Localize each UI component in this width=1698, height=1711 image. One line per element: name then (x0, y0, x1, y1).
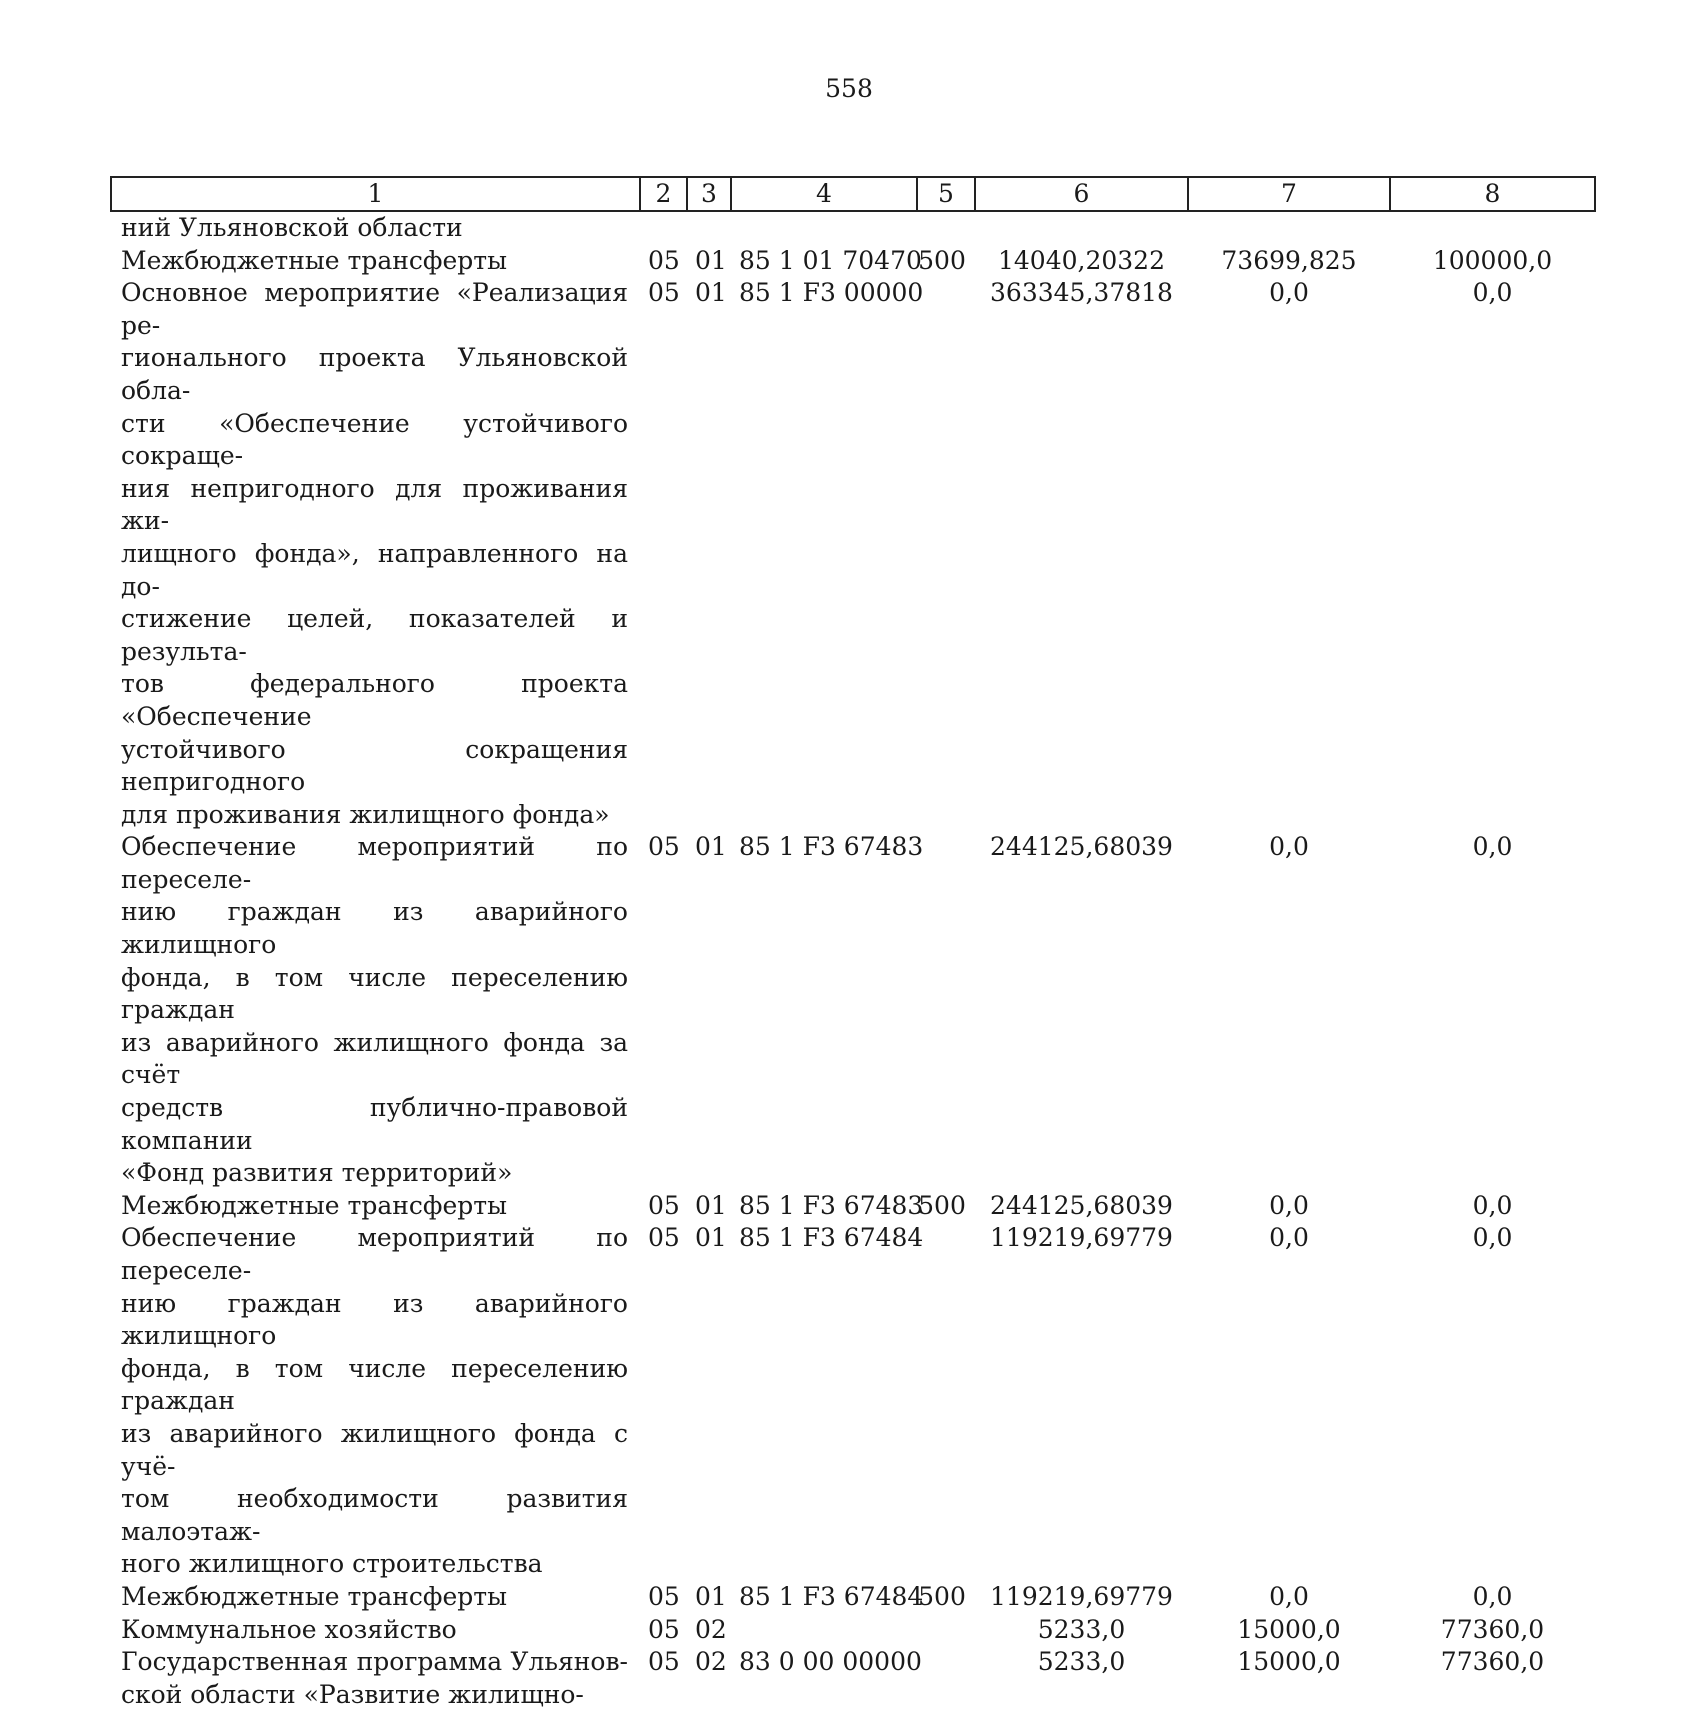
subsection-code: 02 (695, 1647, 727, 1677)
expense-type-code (917, 211, 975, 245)
row-name-line: Основное мероприятие «Реализация ре- (121, 278, 628, 340)
amount-col6 (975, 211, 1188, 245)
column-header-8: 8 (1390, 177, 1595, 211)
row-name-line: Коммунальное хозяйство (121, 1614, 457, 1644)
amount-col8: 0,0 (1472, 1223, 1513, 1253)
section-code: 05 (648, 1581, 680, 1611)
row-name-line: стижение целей, показателей и результа- (121, 604, 628, 666)
row-name (111, 1581, 640, 1614)
amount-col8: 0,0 (1472, 832, 1513, 862)
table-row (111, 245, 1595, 278)
row-name-line: из аварийного жилищного фонда за счёт (121, 1027, 628, 1090)
subsection-code: 01 (695, 1581, 727, 1611)
amount-col6: 363345,37818 (990, 278, 1173, 308)
row-name-line: устойчивого сокращения непригодного (121, 734, 628, 797)
section-code: 05 (648, 278, 680, 308)
amount-col6: 5233,0 (1037, 1614, 1126, 1644)
row-name-line: лищного фонда», направленного на до- (121, 538, 628, 601)
target-article-code: 85 1 F3 67484 (739, 1581, 924, 1611)
amount-col7: 15000,0 (1237, 1614, 1341, 1644)
row-name-line: фонда, в том числе переселению граждан (121, 962, 628, 1025)
row-name-line: Обеспечение мероприятий по переселе- (121, 1223, 628, 1285)
subsection-code: 01 (695, 1223, 727, 1253)
row-name (111, 211, 640, 245)
amount-col8: 77360,0 (1440, 1647, 1545, 1677)
amount-col6: 244125,68039 (990, 1190, 1173, 1220)
row-name-line: тов федерального проекта «Обеспечение (121, 669, 628, 731)
expense-type-code: 500 (918, 1581, 966, 1611)
amount-col7: 0,0 (1269, 1190, 1309, 1220)
expense-type-code: 500 (918, 245, 966, 275)
row-name (111, 245, 640, 278)
table-row (111, 1614, 1595, 1647)
target-article-code: 85 1 F3 67483 (739, 1190, 924, 1220)
column-header-1: 1 (111, 177, 640, 211)
section-code (640, 211, 687, 245)
target-article-code: 85 1 F3 67483 (739, 832, 924, 862)
row-name (111, 1190, 640, 1223)
table-row (111, 831, 1595, 1190)
header-row (111, 177, 1595, 211)
amount-col7 (1188, 211, 1390, 245)
amount-col7: 0,0 (1269, 1223, 1309, 1253)
row-name-line: нию граждан из аварийного жилищного (121, 1288, 628, 1351)
section-code: 05 (648, 1614, 680, 1644)
expense-type-code: 500 (918, 1190, 966, 1220)
amount-col8: 0,0 (1472, 1581, 1513, 1611)
expense-type-code (917, 831, 975, 1190)
target-article-code (731, 1614, 917, 1647)
amount-col6: 119219,69779 (990, 1223, 1173, 1253)
row-name-line: средств публично-правовой компании (121, 1093, 628, 1155)
amount-col8: 77360,0 (1440, 1614, 1545, 1644)
table-row (111, 1222, 1595, 1581)
amount-col7: 15000,0 (1237, 1647, 1341, 1677)
subsection-code: 02 (695, 1614, 727, 1644)
row-name-line: Межбюджетные трансферты (121, 245, 508, 275)
amount-col7: 0,0 (1269, 278, 1309, 308)
row-name-line: ния непригодного для проживания жи- (121, 473, 628, 536)
section-code: 05 (648, 1647, 680, 1677)
expense-type-code (917, 1646, 975, 1711)
row-name-line: «Фонд развития территорий» (121, 1158, 513, 1188)
amount-col6: 244125,68039 (990, 832, 1173, 862)
table-row (111, 211, 1595, 245)
row-name-line: гионального проекта Ульяновской обла- (121, 343, 628, 405)
row-name (111, 1222, 640, 1581)
row-name-line: Межбюджетные трансферты (121, 1581, 508, 1611)
row-name (111, 1646, 640, 1711)
row-name-line: ний Ульяновской области (121, 213, 463, 242)
row-name-line: том необходимости развития малоэтаж- (121, 1484, 628, 1546)
table-row (111, 1190, 1595, 1223)
section-code: 05 (648, 1190, 680, 1220)
target-article-code: 85 1 F3 67484 (739, 1223, 924, 1253)
row-name (111, 831, 640, 1190)
table-row (111, 1581, 1595, 1614)
amount-col6: 5233,0 (1037, 1647, 1126, 1677)
amount-col7: 0,0 (1269, 832, 1309, 862)
target-article-code: 85 1 F3 00000 (739, 278, 924, 308)
target-article-code: 83 0 00 00000 (739, 1647, 922, 1677)
section-code: 05 (648, 245, 680, 275)
amount-col8: 0,0 (1472, 278, 1513, 308)
amount-col8: 0,0 (1472, 1190, 1513, 1220)
row-name-line: Обеспечение мероприятий по переселе- (121, 832, 628, 894)
amount-col8: 100000,0 (1432, 245, 1553, 275)
row-name-line: фонда, в том числе переселению граждан (121, 1353, 628, 1416)
row-name-line: ного жилищного строительства (121, 1549, 543, 1579)
amount-col6: 14040,20322 (997, 245, 1165, 275)
column-header-3: 3 (687, 177, 731, 211)
column-header-2: 2 (640, 177, 687, 211)
amount-col7: 73699,825 (1221, 245, 1357, 275)
row-name-line: из аварийного жилищного фонда с учё- (121, 1418, 628, 1481)
row-name-line: Государственная программа Ульянов- (121, 1647, 628, 1677)
column-header-4: 4 (731, 177, 917, 211)
table-row (111, 1646, 1595, 1711)
expense-type-code (917, 1222, 975, 1581)
row-name-line: Межбюджетные трансферты (121, 1190, 508, 1220)
section-code: 05 (648, 832, 680, 862)
expense-type-code (917, 277, 975, 831)
row-name-line: ской области «Развитие жилищно- (121, 1679, 584, 1709)
subsection-code: 01 (695, 278, 727, 308)
row-name-line: сти «Обеспечение устойчивого сокраще- (121, 408, 628, 471)
amount-col6: 119219,69779 (990, 1581, 1173, 1611)
column-header-7: 7 (1188, 177, 1390, 211)
column-header-6: 6 (975, 177, 1188, 211)
amount-col7: 0,0 (1269, 1581, 1309, 1611)
table-row (111, 277, 1595, 831)
page-number: 558 (825, 74, 873, 103)
target-article-code: 85 1 01 70470 (739, 245, 922, 275)
row-name-line: для проживания жилищного фонда» (121, 799, 610, 829)
subsection-code (687, 211, 731, 245)
column-header-5: 5 (917, 177, 975, 211)
target-article-code (731, 211, 917, 245)
section-code: 05 (648, 1223, 680, 1253)
subsection-code: 01 (695, 245, 727, 275)
row-name (111, 277, 640, 831)
expense-type-code (917, 1614, 975, 1647)
row-name (111, 1614, 640, 1647)
amount-col8 (1390, 211, 1595, 245)
budget-table (110, 176, 1594, 1711)
row-name-line: нию граждан из аварийного жилищного (121, 897, 628, 960)
subsection-code: 01 (695, 832, 727, 862)
table-body (111, 211, 1595, 1711)
subsection-code: 01 (695, 1190, 727, 1220)
